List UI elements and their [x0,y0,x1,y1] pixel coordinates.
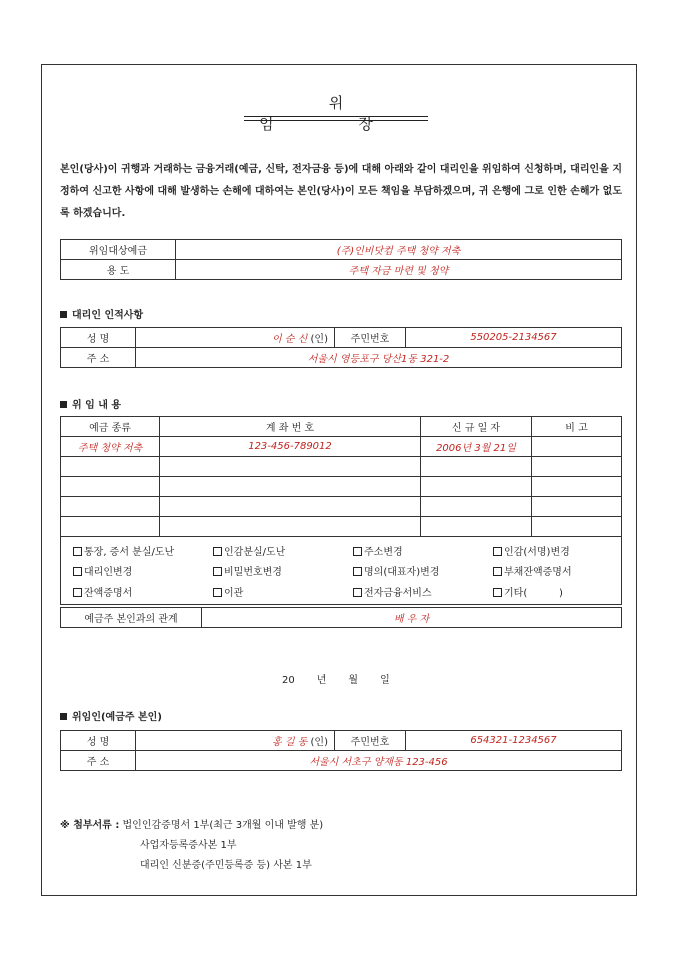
target-table [60,239,622,280]
delegation-table [60,416,622,605]
agent-name-cell[interactable] [136,328,335,348]
checkbox-icon [213,567,222,576]
row-note[interactable] [532,457,622,477]
date-month-unit: 월 [348,675,359,686]
col-header-account: 계 좌 번 호 [160,417,421,437]
checkbox-icon [353,547,362,556]
agent-name-value: 이 순 신 [272,334,308,345]
principal-addr-value[interactable]: 서울시 서초구 양재동 123-456 [136,751,622,771]
table-row [61,517,622,537]
principal-name-cell[interactable] [136,731,335,751]
row-date[interactable] [421,457,532,477]
row-type[interactable]: 주택 청약 저축 [61,437,160,457]
option-other[interactable]: 기타( ) [493,581,609,601]
attachments [60,816,323,876]
row-date[interactable] [421,477,532,497]
square-bullet-icon [60,311,67,318]
col-header-date: 신 규 일 자 [421,417,532,437]
agent-addr-value[interactable]: 서울시 영등포구 당산1동 321-2 [136,348,622,368]
principal-table [60,730,622,771]
options-cell [61,537,622,605]
checkbox-icon [73,588,82,597]
intro-paragraph: 본인(당사)이 귀행과 거래하는 금융거래(예금, 신탁, 전자금융 등)에 대해 아래와 같이 대리인을 위임하여 신청하며, 대리인을 지정하여 신고한 사항에 대해 발생하는 손해에 대하여는 본인(당사)이 모든 책임을 부담하겠으며, 귀 은행에 그로 인한 손해가 없도록 하겠습니다. [60,164,622,219]
option-address-change[interactable]: 주소변경 [353,540,493,560]
row-note[interactable] [532,437,622,457]
row-date[interactable]: 2006년 3월 21일 [421,437,532,457]
relation-value[interactable]: 배 우 자 [202,608,622,628]
row-type[interactable] [61,477,160,497]
row-account[interactable] [160,517,421,537]
row-date[interactable] [421,517,532,537]
usage-value[interactable]: 주택 자금 마련 및 청약 [176,260,622,280]
square-bullet-icon [60,401,67,408]
principal-addr-label: 주 소 [61,751,136,771]
agent-id-label: 주민번호 [335,328,406,348]
checkbox-icon [353,567,362,576]
principal-name-label: 성 명 [61,731,136,751]
row-type[interactable] [61,457,160,477]
option-name-change[interactable]: 명의(대표자)변경 [353,560,493,581]
option-password-change[interactable]: 비밀번호변경 [213,560,353,581]
checkbox-icon [213,547,222,556]
relation-label: 예금주 본인과의 관계 [61,608,202,628]
row-account[interactable] [160,497,421,517]
checkbox-icon [73,567,82,576]
row-type[interactable] [61,497,160,517]
row-account[interactable] [160,457,421,477]
principal-name-value: 홍 길 동 [272,737,308,748]
row-account[interactable] [160,477,421,497]
checkbox-icon [493,567,502,576]
row-account[interactable]: 123-456-789012 [160,437,421,457]
attachment-item: 대리인 신분증(주민등록증 등) 사본 1부 [140,860,312,871]
table-row [61,497,622,517]
table-row [61,477,622,497]
row-note[interactable] [532,497,622,517]
row-note[interactable] [532,477,622,497]
deposit-label: 위임대상예금 [61,240,176,260]
title-underline [244,116,428,121]
date-year: 20 [282,675,295,686]
agent-section-title: 대리인 인적사항 [60,306,143,321]
row-note[interactable] [532,517,622,537]
date-year-unit: 년 [316,675,327,686]
agent-seal: (인) [310,334,328,345]
relation-table [60,607,622,628]
date-line [282,671,412,686]
principal-seal: (인) [310,737,328,748]
principal-id-label: 주민번호 [335,731,406,751]
deposit-value[interactable]: (주)인비닷컴 주택 청약 저축 [176,240,622,260]
attachments-head: ※ 첨부서류 : [60,820,120,831]
row-date[interactable] [421,497,532,517]
options-grid [73,540,609,601]
date-day-unit: 일 [380,675,390,686]
table-row [61,437,622,457]
option-agent-change[interactable]: 대리인변경 [73,560,213,581]
option-lost-passbook[interactable]: 통장, 증서 분실/도난 [73,540,213,560]
square-bullet-icon [60,713,67,720]
checkbox-icon [73,547,82,556]
agent-table [60,327,622,368]
option-e-banking[interactable]: 전자금융서비스 [353,581,493,601]
agent-name-label: 성 명 [61,328,136,348]
option-transfer[interactable]: 이관 [213,581,353,601]
agent-id-value[interactable]: 550205-2134567 [406,328,622,348]
delegation-section-title: 위 임 내 용 [60,396,121,411]
agent-addr-label: 주 소 [61,348,136,368]
option-seal-change[interactable]: 인감(서명)변경 [493,540,609,560]
usage-label: 용 도 [61,260,176,280]
principal-id-value[interactable]: 654321-1234567 [406,731,622,751]
checkbox-icon [493,588,502,597]
document-title: 위 임 장 [259,94,413,133]
checkbox-icon [213,588,222,597]
option-lost-seal[interactable]: 인감분실/도난 [213,540,353,560]
table-row [61,457,622,477]
attachment-item: 사업자등록증사본 1부 [140,840,237,851]
row-type[interactable] [61,517,160,537]
col-header-note: 비 고 [532,417,622,437]
checkbox-icon [493,547,502,556]
col-header-type: 예금 종류 [61,417,160,437]
principal-section-title: 위임인(예금주 본인) [60,708,162,723]
option-balance-certificate[interactable]: 잔액증명서 [73,581,213,601]
checkbox-icon [353,588,362,597]
attachment-item: 법인인감증명서 1부(최근 3개월 이내 발행 분) [122,820,324,831]
option-debt-certificate[interactable]: 부채잔액증명서 [493,560,609,581]
